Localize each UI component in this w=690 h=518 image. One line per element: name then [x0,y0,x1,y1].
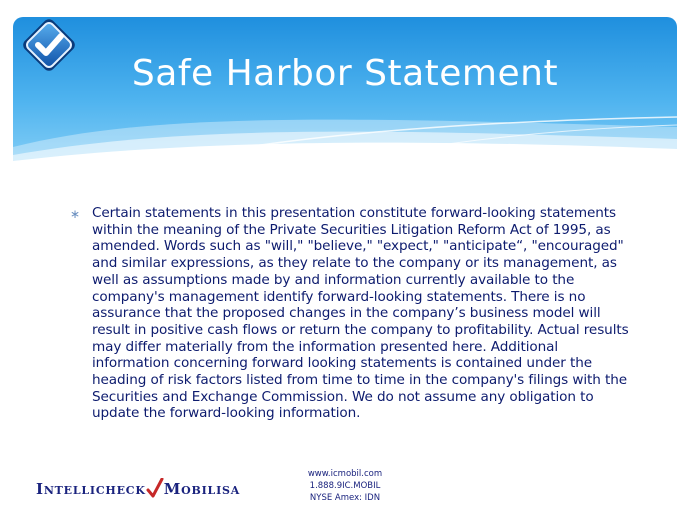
website-text: www.icmobil.com [307,469,383,479]
logo-text-mobilisa: Mobilisa [163,480,241,498]
company-logo [36,474,241,502]
footer-contact [270,468,420,504]
bullet-item [70,205,630,422]
content-area [70,205,630,422]
phone-text: 1.888.9IC.MOBIL [309,481,381,491]
bullet-icon: ∗ [70,207,81,221]
checkmark-badge-icon [18,14,80,76]
slide-title: Safe Harbor Statement [131,53,559,94]
safe-harbor-text: Certain statements in this presentation constitute forward-looking statements within the meaning of the Private Securities Litigation Reform Act of 1995, as amended. Words such as "will," "believe," "expect," "anticipate“, "encouraged" and similar expressions, as they relate to the company or its management, as well as assumptions made by and information currently available to the company's management identify forward-looking statements. There is no assurance that the proposed changes in the company’s business model will result in positive cash flows or return the company to profitability. Actual results may differ materially from the information presented here. Additional information concerning forward looking statements is contained under the heading of risk factors listed from time to time in the company's filings with the Securities and Exchange Commission. We do not assume any obligation to update the forward-looking information. [92,205,629,422]
logo-text-intellicheck: Intellicheck [36,480,146,498]
red-check-icon [146,478,164,498]
ticker-text: NYSE Amex: IDN [309,493,381,503]
